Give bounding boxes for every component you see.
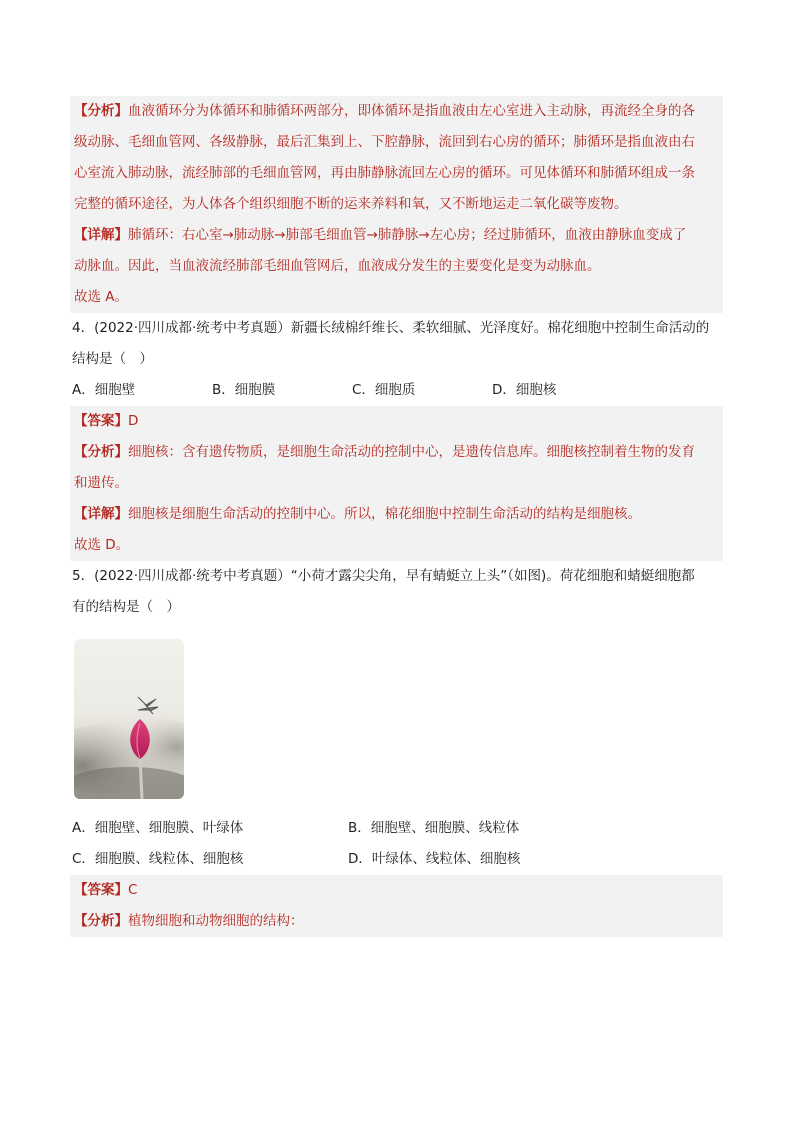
option-b: B．细胞膜 [212,382,276,398]
analysis-line: 完整的循环途径，为人体各个组织细胞不断的运来养料和氧，又不断地运走二氧化碳等废物。 [74,196,628,212]
answer-block [70,875,723,906]
options-row [70,375,723,406]
analysis-line: 植物细胞和动物细胞的结构： [128,913,304,929]
detail-block [70,499,723,530]
question-stem [70,561,723,623]
analysis-block [70,96,723,220]
option-a: A．细胞壁、细胞膜、叶绿体 [72,820,244,836]
lotus-dragonfly-illustration [74,639,184,799]
answer-tag: 【答案】 [74,413,128,429]
analysis-line: 血液循环分为体循环和肺循环两部分，即体循环是指血液由左心室进入主动脉，再流经全身的各 [128,103,695,119]
answer-value: C [128,882,138,898]
answer-tag: 【答案】 [74,882,128,898]
answer-value: D [128,413,139,429]
question-stem-line: 5．(2022·四川成都·统考中考真题）“小荷才露尖尖角，早有蜻蜓立上头”（如图)。荷花细胞和蜻蜓细胞都 [72,568,695,584]
choose-line: 故选 A。 [70,282,723,313]
answer-block [70,406,723,437]
analysis-block [70,437,723,499]
analysis-line: 心室流入肺动脉，流经肺部的毛细血管网，再由肺静脉流回左心房的循环。可见体循环和肺循环组成一条 [74,165,695,181]
document-page [70,96,723,937]
question-stem-line: 有的结构是（ ） [72,599,180,615]
detail-tag: 【详解】 [74,506,128,522]
question-stem-line: 4．(2022·四川成都·统考中考真题）新疆长绒棉纤维长、柔软细腻、光泽度好。棉花细胞中控制生命活动的 [72,320,710,336]
detail-block [70,220,723,282]
question-stem [70,313,723,375]
analysis-line: 级动脉、毛细血管网、各级静脉，最后汇集到上、下腔静脉，流回到右心房的循环；肺循环是指血液由右 [74,134,695,150]
analysis-tag: 【分析】 [74,103,128,119]
option-c: C．细胞质 [352,382,416,398]
analysis-line: 和遗传。 [74,475,128,491]
question-stem-line: 结构是（ ） [72,351,153,367]
detail-line: 肺循环：右心室→肺动脉→肺部毛细血管→肺静脉→左心房；经过肺循环，血液由静脉血变成了 [128,227,687,243]
detail-tag: 【详解】 [74,227,128,243]
options-row [70,813,723,844]
option-a: A．细胞壁 [72,382,136,398]
analysis-line: 细胞核：含有遗传物质，是细胞生命活动的控制中心，是遗传信息库。细胞核控制着生物的发育 [128,444,695,460]
detail-line: 细胞核是细胞生命活动的控制中心。所以，棉花细胞中控制生命活动的结构是细胞核。 [128,506,641,522]
options-row [70,844,723,875]
option-d: D．细胞核 [492,382,557,398]
option-c: C．细胞膜、线粒体、细胞核 [72,851,244,867]
choose-line: 故选 D。 [70,530,723,561]
option-d: D．叶绿体、线粒体、细胞核 [348,851,521,867]
analysis-block [70,906,723,937]
analysis-tag: 【分析】 [74,913,128,929]
lotus-dragonfly-image [74,639,184,799]
detail-line: 动脉血。因此，当血液流经肺部毛细血管网后，血液成分发生的主要变化是变为动脉血。 [74,258,601,274]
option-b: B．细胞壁、细胞膜、线粒体 [348,820,520,836]
analysis-tag: 【分析】 [74,444,128,460]
